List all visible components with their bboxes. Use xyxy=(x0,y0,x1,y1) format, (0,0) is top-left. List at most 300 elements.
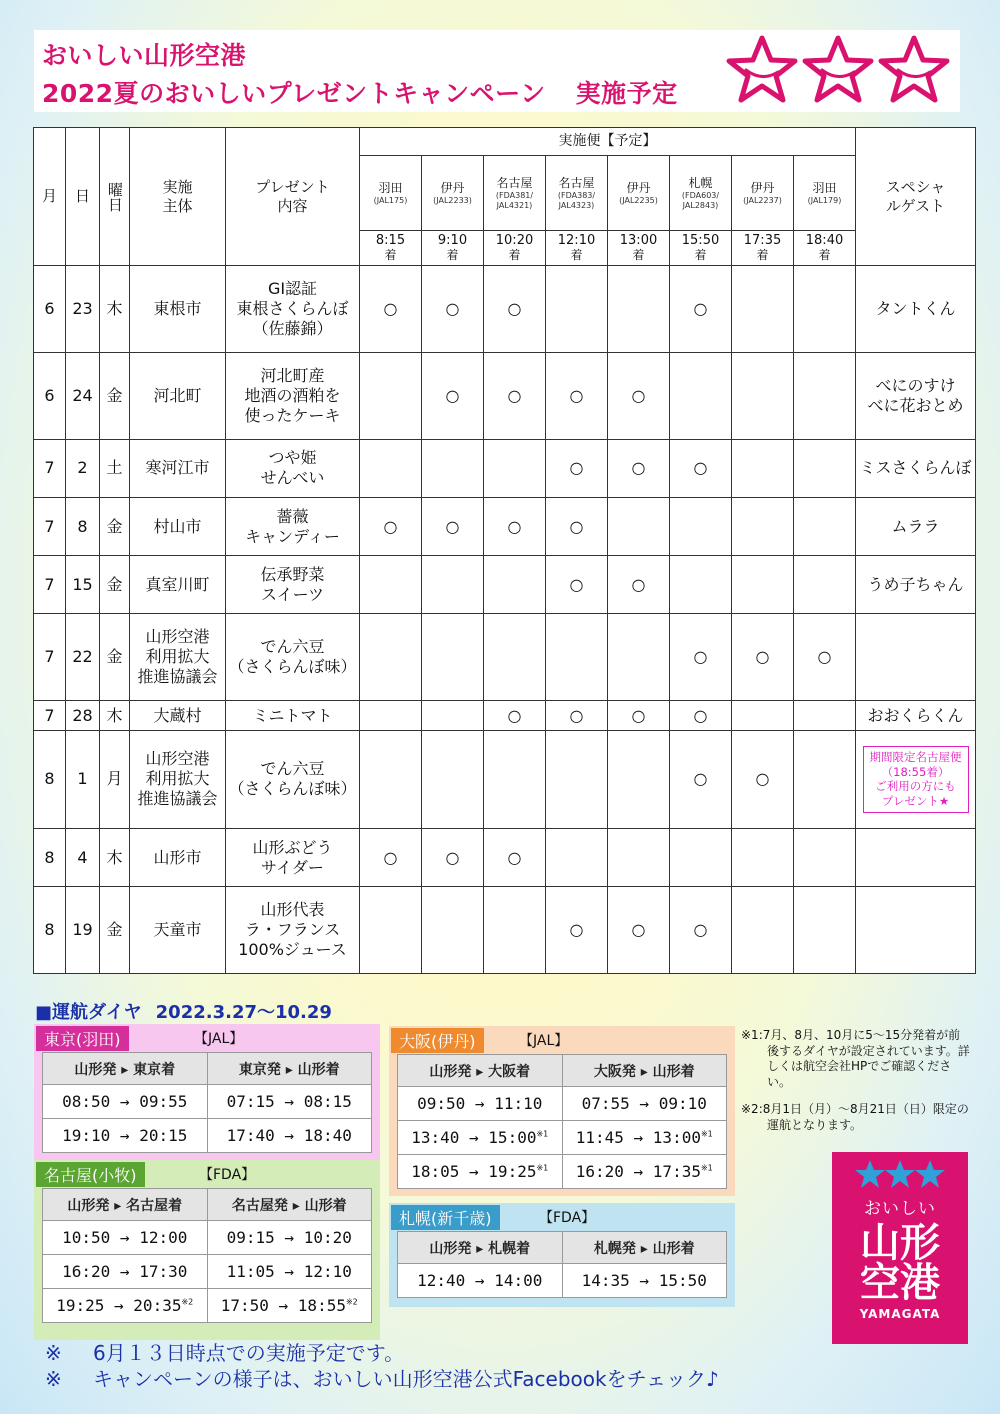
circle-mark: ○ xyxy=(569,516,584,536)
circle-mark: ○ xyxy=(569,574,584,594)
circle-mark: ○ xyxy=(631,574,646,594)
arrival-time: 12:10 xyxy=(557,233,596,249)
flight-airport: 名古屋 xyxy=(496,175,533,190)
flight-times: 17:40 → 18:40 xyxy=(226,1126,352,1145)
arrival-suffix: 着 xyxy=(446,247,459,262)
cell-month: 6 xyxy=(34,266,66,353)
route-tag: 大阪(伊丹) xyxy=(391,1028,484,1053)
cell-flight-mark xyxy=(732,731,794,829)
cell-flight-mark xyxy=(608,352,670,439)
cell-flight-mark xyxy=(546,701,608,731)
cell-flight-mark xyxy=(670,352,732,439)
cell-flight-mark xyxy=(732,614,794,701)
cell-guest xyxy=(856,266,976,353)
arrival-time: 15:50 xyxy=(681,233,720,249)
cell-flight-mark xyxy=(484,887,546,974)
cell-day: 1 xyxy=(66,731,100,829)
cell-flight-mark xyxy=(670,497,732,555)
timetable xyxy=(397,1231,727,1298)
circle-mark: ○ xyxy=(569,385,584,405)
cell-host: 村山市 xyxy=(130,497,226,555)
route-airline: 【FDA】 xyxy=(539,1210,596,1226)
timetable-cell xyxy=(562,1264,727,1298)
campaign-status: 実施予定 xyxy=(575,79,678,108)
flight-arrival xyxy=(484,231,546,266)
route-tokyo xyxy=(34,1024,380,1166)
footnote-ref: ※1 xyxy=(700,1163,713,1173)
schedule-title-text: ■運航ダイヤ xyxy=(35,1002,142,1023)
cell-guest xyxy=(856,731,976,829)
cell-present: GI認証 東根さくらんぼ （佐藤錦） xyxy=(226,266,360,353)
circle-mark: ○ xyxy=(755,647,770,667)
circle-mark: ○ xyxy=(693,705,708,725)
flight-code: (FDA381/ JAL4321) xyxy=(495,190,534,210)
cell-flight-mark xyxy=(360,731,422,829)
title-line-2 xyxy=(42,74,678,110)
footnote-ref: ※1 xyxy=(536,1163,549,1173)
flight-code: (JAL179) xyxy=(807,195,842,205)
flight-arrival xyxy=(732,231,794,266)
cell-present: 薔薇 キャンディー xyxy=(226,497,360,555)
timetable-row xyxy=(43,1119,372,1153)
cell-guest xyxy=(856,497,976,555)
circle-mark: ○ xyxy=(693,298,708,318)
flight-code: (JAL2237) xyxy=(743,195,782,205)
cell-weekday: 土 xyxy=(100,439,130,497)
cell-flight-mark xyxy=(484,614,546,701)
cell-flight-mark xyxy=(732,266,794,353)
route-sapporo xyxy=(389,1203,735,1307)
flight-times: 09:15 → 10:20 xyxy=(226,1228,352,1247)
flight-times: 16:20 → 17:35 xyxy=(575,1162,701,1181)
cell-flight-mark xyxy=(484,828,546,886)
route-osaka xyxy=(389,1026,735,1196)
cell-flight-mark xyxy=(732,439,794,497)
cell-month: 8 xyxy=(34,828,66,886)
circle-mark: ○ xyxy=(507,298,522,318)
circle-mark: ○ xyxy=(631,705,646,725)
flight-arrival xyxy=(546,231,608,266)
cell-flight-mark xyxy=(546,731,608,829)
cell-flight-mark xyxy=(546,556,608,614)
logo-stars-icon xyxy=(855,1158,945,1192)
cell-flight-mark xyxy=(546,266,608,353)
timetable-row xyxy=(43,1221,372,1255)
cell-flight-mark xyxy=(360,497,422,555)
cell-flight-mark xyxy=(732,828,794,886)
cell-flight-mark xyxy=(732,556,794,614)
cell-day: 28 xyxy=(66,701,100,731)
cell-present: 山形ぶどう サイダー xyxy=(226,828,360,886)
note-mark: ※ xyxy=(45,1367,62,1391)
col-guest xyxy=(856,128,976,266)
cell-flight-mark xyxy=(608,701,670,731)
table-row xyxy=(34,614,976,701)
cell-flight-mark xyxy=(422,352,484,439)
cell-host: 東根市 xyxy=(130,266,226,353)
cell-guest xyxy=(856,614,976,701)
cell-flight-mark xyxy=(670,887,732,974)
cell-month: 7 xyxy=(34,614,66,701)
col-host-label: 実施主体 xyxy=(162,177,193,215)
cell-month: 7 xyxy=(34,556,66,614)
footnote-ref: ※1 xyxy=(700,1129,713,1139)
cell-flight-mark xyxy=(546,497,608,555)
cell-flight-mark xyxy=(732,352,794,439)
timetable-cell xyxy=(398,1155,563,1189)
cell-flight-mark xyxy=(670,731,732,829)
timetable-cell xyxy=(207,1119,372,1153)
yamagata-airport-logo xyxy=(832,1152,968,1344)
arrival-suffix: 着 xyxy=(570,247,583,262)
arrival-time: 9:10 xyxy=(437,233,468,249)
table-row xyxy=(34,828,976,886)
timetable-row xyxy=(43,1085,372,1119)
timetable-cell xyxy=(207,1255,372,1289)
flight-times: 11:45 → 13:00 xyxy=(575,1128,701,1147)
flight-header xyxy=(422,156,484,231)
cell-guest xyxy=(856,701,976,731)
cell-month: 7 xyxy=(34,439,66,497)
circle-mark: ○ xyxy=(569,920,584,940)
circle-mark: ○ xyxy=(445,847,460,867)
route-nagoya xyxy=(34,1160,380,1340)
arrival-suffix: 着 xyxy=(694,247,707,262)
note-text-2: キャンペーンの様子は、おいしい山形空港公式Facebookをチェック♪ xyxy=(93,1367,719,1391)
guest-name: タントくん xyxy=(875,298,956,318)
timetable-cell xyxy=(562,1087,727,1121)
cell-weekday: 木 xyxy=(100,266,130,353)
cell-flight-mark xyxy=(360,828,422,886)
cell-flight-mark xyxy=(546,352,608,439)
cell-flight-mark xyxy=(360,352,422,439)
cell-flight-mark xyxy=(546,614,608,701)
logo-line-2: 山形 xyxy=(860,1220,940,1266)
flight-arrival xyxy=(422,231,484,266)
cell-flight-mark xyxy=(484,497,546,555)
flight-times: 12:40 → 14:00 xyxy=(417,1271,543,1290)
cell-guest xyxy=(856,439,976,497)
table-row xyxy=(34,439,976,497)
cell-present: でん六豆 （さくらんぼ味） xyxy=(226,614,360,701)
flight-airport: 羽田 xyxy=(812,180,837,195)
cell-flight-mark xyxy=(484,556,546,614)
cell-flight-mark xyxy=(670,701,732,731)
arrival-suffix: 着 xyxy=(632,247,645,262)
timetable-row xyxy=(43,1255,372,1289)
cell-month: 8 xyxy=(34,887,66,974)
flight-times: 16:20 → 17:30 xyxy=(62,1262,188,1281)
circle-mark: ○ xyxy=(755,769,770,789)
circle-mark: ○ xyxy=(507,516,522,536)
note-mark: ※ xyxy=(45,1341,62,1365)
cell-flight-mark xyxy=(360,701,422,731)
flight-airport: 名古屋 xyxy=(558,175,595,190)
cell-guest xyxy=(856,556,976,614)
timetable-cell xyxy=(562,1121,727,1155)
arrival-suffix: 着 xyxy=(756,247,769,262)
flight-airport: 伊丹 xyxy=(440,180,465,195)
route-tag: 札幌(新千歳) xyxy=(391,1205,500,1230)
arrival-suffix: 着 xyxy=(384,247,397,262)
flight-times: 13:40 → 15:00 xyxy=(411,1128,537,1147)
cell-present: つや姫 せんべい xyxy=(226,439,360,497)
circle-mark: ○ xyxy=(569,458,584,478)
cell-flight-mark xyxy=(794,352,856,439)
circle-mark: ○ xyxy=(383,516,398,536)
table-row xyxy=(34,352,976,439)
arrival-time: 8:15 xyxy=(375,233,406,249)
cell-host: 山形空港 利用拡大 推進協議会 xyxy=(130,731,226,829)
guest-name: ムララ xyxy=(891,516,940,536)
circle-mark: ○ xyxy=(383,847,398,867)
circle-mark: ○ xyxy=(445,298,460,318)
cell-flight-mark xyxy=(670,828,732,886)
cell-present: 伝承野菜 スイーツ xyxy=(226,556,360,614)
flight-header xyxy=(732,156,794,231)
bottom-note-1 xyxy=(45,1340,719,1366)
flight-header xyxy=(360,156,422,231)
flight-airport: 伊丹 xyxy=(626,180,651,195)
cell-flight-mark xyxy=(608,828,670,886)
cell-guest xyxy=(856,828,976,886)
flight-code: (JAL2233) xyxy=(433,195,472,205)
flight-header xyxy=(484,156,546,231)
cell-flight-mark xyxy=(794,614,856,701)
cell-flight-mark xyxy=(608,266,670,353)
title-line-1: おいしい山形空港 xyxy=(42,41,247,70)
flight-times: 10:50 → 12:00 xyxy=(62,1228,188,1247)
title-banner xyxy=(34,30,960,112)
col-month: 月 xyxy=(34,128,66,266)
cell-flight-mark xyxy=(484,701,546,731)
circle-mark: ○ xyxy=(817,647,832,667)
circle-mark: ○ xyxy=(569,705,584,725)
cell-month: 6 xyxy=(34,352,66,439)
timetable-header: 山形発 ▸ 大阪着 xyxy=(398,1055,563,1087)
circle-mark: ○ xyxy=(507,705,522,725)
arrival-suffix: 着 xyxy=(818,247,831,262)
flight-times: 08:50 → 09:55 xyxy=(62,1092,188,1111)
footnote-1: ※1:7月、8月、10月に5～15分発着が前後するダイヤが設定されています。詳しくは航空会社HPでご確認ください。 xyxy=(741,1028,970,1089)
col-day: 日 xyxy=(66,128,100,266)
arrival-time: 10:20 xyxy=(495,233,534,249)
cell-flight-mark xyxy=(360,614,422,701)
flight-times: 09:50 → 11:10 xyxy=(417,1094,543,1113)
campaign-name: 2022夏のおいしいプレゼントキャンペーン xyxy=(42,79,546,108)
cell-flight-mark xyxy=(546,887,608,974)
timetable-cell xyxy=(43,1221,208,1255)
cell-day: 19 xyxy=(66,887,100,974)
timetable-header: 名古屋発 ▸ 山形着 xyxy=(207,1189,372,1221)
timetable-header: 札幌発 ▸ 山形着 xyxy=(562,1232,727,1264)
circle-mark: ○ xyxy=(693,920,708,940)
table-row xyxy=(34,556,976,614)
timetable-header: 山形発 ▸ 札幌着 xyxy=(398,1232,563,1264)
circle-mark: ○ xyxy=(631,920,646,940)
flight-times: 07:55 → 09:10 xyxy=(581,1094,707,1113)
cell-flight-mark xyxy=(608,556,670,614)
cell-guest xyxy=(856,352,976,439)
cell-flight-mark xyxy=(360,266,422,353)
col-flights-title: 実施便【予定】 xyxy=(360,128,856,156)
arrival-time: 18:40 xyxy=(805,233,844,249)
route-airline: 【JAL】 xyxy=(519,1033,569,1049)
timetable-header: 大阪発 ▸ 山形着 xyxy=(562,1055,727,1087)
flight-airport: 伊丹 xyxy=(750,180,775,195)
flight-times: 19:25 → 20:35 xyxy=(56,1296,182,1315)
cell-flight-mark xyxy=(670,614,732,701)
circle-mark: ○ xyxy=(445,516,460,536)
cell-flight-mark xyxy=(608,731,670,829)
cell-weekday: 金 xyxy=(100,352,130,439)
cell-flight-mark xyxy=(484,439,546,497)
logo-line-3: 空港 xyxy=(860,1260,940,1306)
guest-name: おおくらくん xyxy=(867,705,964,725)
cell-flight-mark xyxy=(608,614,670,701)
cell-flight-mark xyxy=(794,497,856,555)
flight-airport: 札幌 xyxy=(688,175,713,190)
cell-month: 7 xyxy=(34,701,66,731)
timetable xyxy=(42,1188,372,1323)
timetable-row xyxy=(398,1121,727,1155)
cell-flight-mark xyxy=(794,701,856,731)
cell-flight-mark xyxy=(484,266,546,353)
col-weekday: 曜日 xyxy=(100,128,130,266)
campaign-table xyxy=(33,127,976,974)
flight-code: (FDA383/ JAL4323) xyxy=(557,190,596,210)
timetable-cell xyxy=(398,1121,563,1155)
cell-flight-mark xyxy=(608,497,670,555)
limited-nagoya-notice: 期間限定名古屋便 （18:55着） ご利用の方にも プレゼント★ xyxy=(863,746,969,814)
cell-weekday: 月 xyxy=(100,731,130,829)
flight-times: 18:05 → 19:25 xyxy=(411,1162,537,1181)
star-characters-icon xyxy=(724,34,952,108)
cell-month: 8 xyxy=(34,731,66,829)
circle-mark: ○ xyxy=(631,458,646,478)
bottom-notes xyxy=(45,1340,719,1392)
flight-arrival xyxy=(794,231,856,266)
table-row xyxy=(34,731,976,829)
schedule-range: 2022.3.27～10.29 xyxy=(155,1002,332,1023)
timetable-cell xyxy=(43,1289,208,1323)
cell-present: 山形代表 ラ・フランス 100%ジュース xyxy=(226,887,360,974)
cell-flight-mark xyxy=(794,887,856,974)
cell-flight-mark xyxy=(546,828,608,886)
footnote-2: ※2:8月1日（月）～8月21日（日）限定の運航となります。 xyxy=(741,1102,969,1132)
route-airline: 【FDA】 xyxy=(199,1167,256,1183)
flight-header xyxy=(670,156,732,231)
note-text-1: 6月１３日時点での実施予定です。 xyxy=(93,1341,405,1365)
timetable-cell xyxy=(207,1221,372,1255)
timetable-row xyxy=(398,1155,727,1189)
footnote-ref: ※1 xyxy=(536,1129,549,1139)
cell-flight-mark xyxy=(422,266,484,353)
cell-flight-mark xyxy=(422,828,484,886)
arrival-time: 13:00 xyxy=(619,233,658,249)
circle-mark: ○ xyxy=(693,647,708,667)
table-row xyxy=(34,887,976,974)
flight-times: 07:15 → 08:15 xyxy=(226,1092,352,1111)
cell-host: 寒河江市 xyxy=(130,439,226,497)
cell-flight-mark xyxy=(360,556,422,614)
timetable xyxy=(42,1052,372,1153)
flight-header xyxy=(608,156,670,231)
cell-day: 24 xyxy=(66,352,100,439)
guest-name: うめ子ちゃん xyxy=(867,574,964,594)
timetable-row xyxy=(398,1087,727,1121)
bottom-note-2 xyxy=(45,1366,719,1392)
timetable-cell xyxy=(398,1264,563,1298)
timetable-row xyxy=(43,1289,372,1323)
circle-mark: ○ xyxy=(383,298,398,318)
cell-weekday: 金 xyxy=(100,556,130,614)
cell-host: 山形空港 利用拡大 推進協議会 xyxy=(130,614,226,701)
circle-mark: ○ xyxy=(693,769,708,789)
guest-name: べにのすけ べに花おとめ xyxy=(867,375,964,415)
cell-day: 15 xyxy=(66,556,100,614)
cell-present: ミニトマト xyxy=(226,701,360,731)
cell-flight-mark xyxy=(794,439,856,497)
cell-flight-mark xyxy=(422,614,484,701)
col-present xyxy=(226,128,360,266)
flight-arrival xyxy=(360,231,422,266)
cell-flight-mark xyxy=(422,497,484,555)
circle-mark: ○ xyxy=(445,385,460,405)
col-present-label: プレゼント内容 xyxy=(255,177,330,215)
cell-host: 真室川町 xyxy=(130,556,226,614)
flight-arrival xyxy=(608,231,670,266)
cell-host: 天童市 xyxy=(130,887,226,974)
flight-code: (JAL2235) xyxy=(619,195,658,205)
flight-times: 19:10 → 20:15 xyxy=(62,1126,188,1145)
cell-flight-mark xyxy=(732,887,794,974)
timetable-header: 山形発 ▸ 名古屋着 xyxy=(43,1189,208,1221)
flight-times: 11:05 → 12:10 xyxy=(226,1262,352,1281)
cell-day: 8 xyxy=(66,497,100,555)
cell-flight-mark xyxy=(670,266,732,353)
table-row xyxy=(34,701,976,731)
cell-weekday: 木 xyxy=(100,701,130,731)
cell-flight-mark xyxy=(484,352,546,439)
cell-flight-mark xyxy=(608,887,670,974)
timetable-cell xyxy=(398,1087,563,1121)
cell-weekday: 木 xyxy=(100,828,130,886)
circle-mark: ○ xyxy=(507,385,522,405)
flight-header xyxy=(794,156,856,231)
logo-line-1: おいしい xyxy=(864,1199,936,1219)
circle-mark: ○ xyxy=(631,385,646,405)
flight-times: 17:50 → 18:55 xyxy=(220,1296,346,1315)
schedule-footnotes xyxy=(741,1028,971,1146)
route-airline: 【JAL】 xyxy=(194,1031,244,1047)
flight-times: 14:35 → 15:50 xyxy=(581,1271,707,1290)
cell-month: 7 xyxy=(34,497,66,555)
footnote-ref: ※2 xyxy=(345,1297,358,1307)
cell-flight-mark xyxy=(422,887,484,974)
cell-flight-mark xyxy=(794,556,856,614)
cell-flight-mark xyxy=(360,439,422,497)
cell-day: 22 xyxy=(66,614,100,701)
timetable-cell xyxy=(43,1255,208,1289)
cell-flight-mark xyxy=(794,731,856,829)
timetable-cell xyxy=(43,1085,208,1119)
cell-flight-mark xyxy=(794,828,856,886)
cell-flight-mark xyxy=(422,439,484,497)
route-tag: 東京(羽田) xyxy=(36,1026,129,1051)
cell-weekday: 金 xyxy=(100,887,130,974)
route-tag: 名古屋(小牧) xyxy=(36,1162,145,1187)
